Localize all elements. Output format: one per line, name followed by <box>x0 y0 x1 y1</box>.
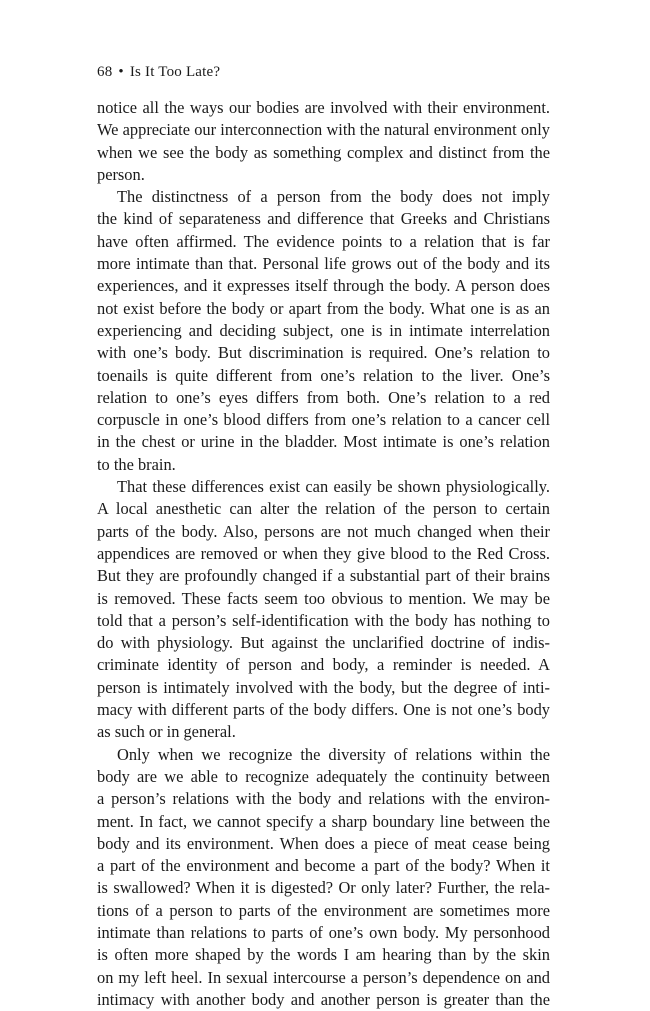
text-line: intimacy with another body and another person is greater than the <box>97 989 550 1009</box>
text-line: when we see the body as something complex and distinct from the <box>97 142 550 162</box>
text-line: body are we able to recognize adequately the continuity between <box>97 766 550 786</box>
text-line: with one’s body. But discrimination is required. One’s relation to <box>97 343 550 363</box>
text-line: That these differences exist can easily be shown physiologically. <box>117 477 550 497</box>
text-line: person. <box>97 164 145 184</box>
text-line: not exist before the body or apart from the body. What one is as an <box>97 298 550 318</box>
text-line: The distinctness of a person from the body does not imply <box>117 187 550 207</box>
body-text <box>97 97 550 1011</box>
text-line: told that a person’s self-identification with the body has nothing to <box>97 610 550 630</box>
text-line: is removed. These facts seem too obvious to mention. We may be <box>97 588 550 608</box>
text-line: relation to one’s eyes differs from both. One’s relation to a red <box>97 387 550 407</box>
text-line: the kind of separateness and difference that Greeks and Christians <box>97 209 550 229</box>
text-line: appendices are removed or when they give blood to the Red Cross. <box>97 543 550 563</box>
text-line: corpuscle in one’s blood differs from one’s relation to a cancer cell <box>97 410 550 430</box>
book-title: Is It Too Late? <box>129 64 221 80</box>
separator-bullet: • <box>118 64 124 80</box>
text-line: have often affirmed. The evidence points to a relation that is far <box>97 231 550 251</box>
text-line: in the chest or urine in the bladder. Most intimate is one’s relation <box>97 432 550 452</box>
text-line: toenails is quite different from one’s relation to the liver. One’s <box>97 365 550 385</box>
text-line: ment. In fact, we cannot specify a sharp boundary line between the <box>97 811 550 831</box>
text-line: macy with different parts of the body differs. One is not one’s body <box>97 700 550 720</box>
text-line: Only when we recognize the diversity of relations within the <box>117 744 550 764</box>
text-line: tions of a person to parts of the environment are sometimes more <box>97 900 550 920</box>
text-line: But they are profoundly changed if a substantial part of their brains <box>97 566 550 586</box>
text-line: do with physiology. But against the unclarified doctrine of indis- <box>97 633 550 653</box>
text-line: a part of the environment and become a part of the body? When it <box>97 856 550 876</box>
text-line: as such or in general. <box>97 722 236 742</box>
text-line: experiencing and deciding subject, one is in intimate interrelation <box>97 320 550 340</box>
page-number: 68 <box>97 64 113 80</box>
running-head <box>97 64 220 81</box>
text-line: person is intimately involved with the body, but the degree of inti- <box>97 677 550 697</box>
text-line: experiences, and it expresses itself through the body. A person does <box>97 276 550 296</box>
text-line: intimate than relations to parts of one’s own body. My personhood <box>97 922 550 942</box>
text-line: to the brain. <box>97 454 176 474</box>
text-line: criminate identity of person and body, a reminder is needed. A <box>97 655 550 675</box>
text-line: is often more shaped by the words I am hearing than by the skin <box>97 945 550 965</box>
text-line: parts of the body. Also, persons are not much changed when their <box>97 521 550 541</box>
text-line: on my left heel. In sexual intercourse a person’s dependence on and <box>97 967 550 987</box>
text-line: is swallowed? When it is digested? Or only later? Further, the rela- <box>97 878 550 898</box>
text-line: notice all the ways our bodies are involved with their environment. <box>97 98 550 117</box>
text-line: A local anesthetic can alter the relation of the person to certain <box>97 499 550 519</box>
text-line: a person’s relations with the body and relations with the environ- <box>97 789 550 809</box>
text-line: We appreciate our interconnection with the natural environment only <box>97 120 550 140</box>
text-line: more intimate than that. Personal life grows out of the body and its <box>97 254 550 274</box>
text-line: body and its environment. When does a piece of meat cease being <box>97 833 550 853</box>
